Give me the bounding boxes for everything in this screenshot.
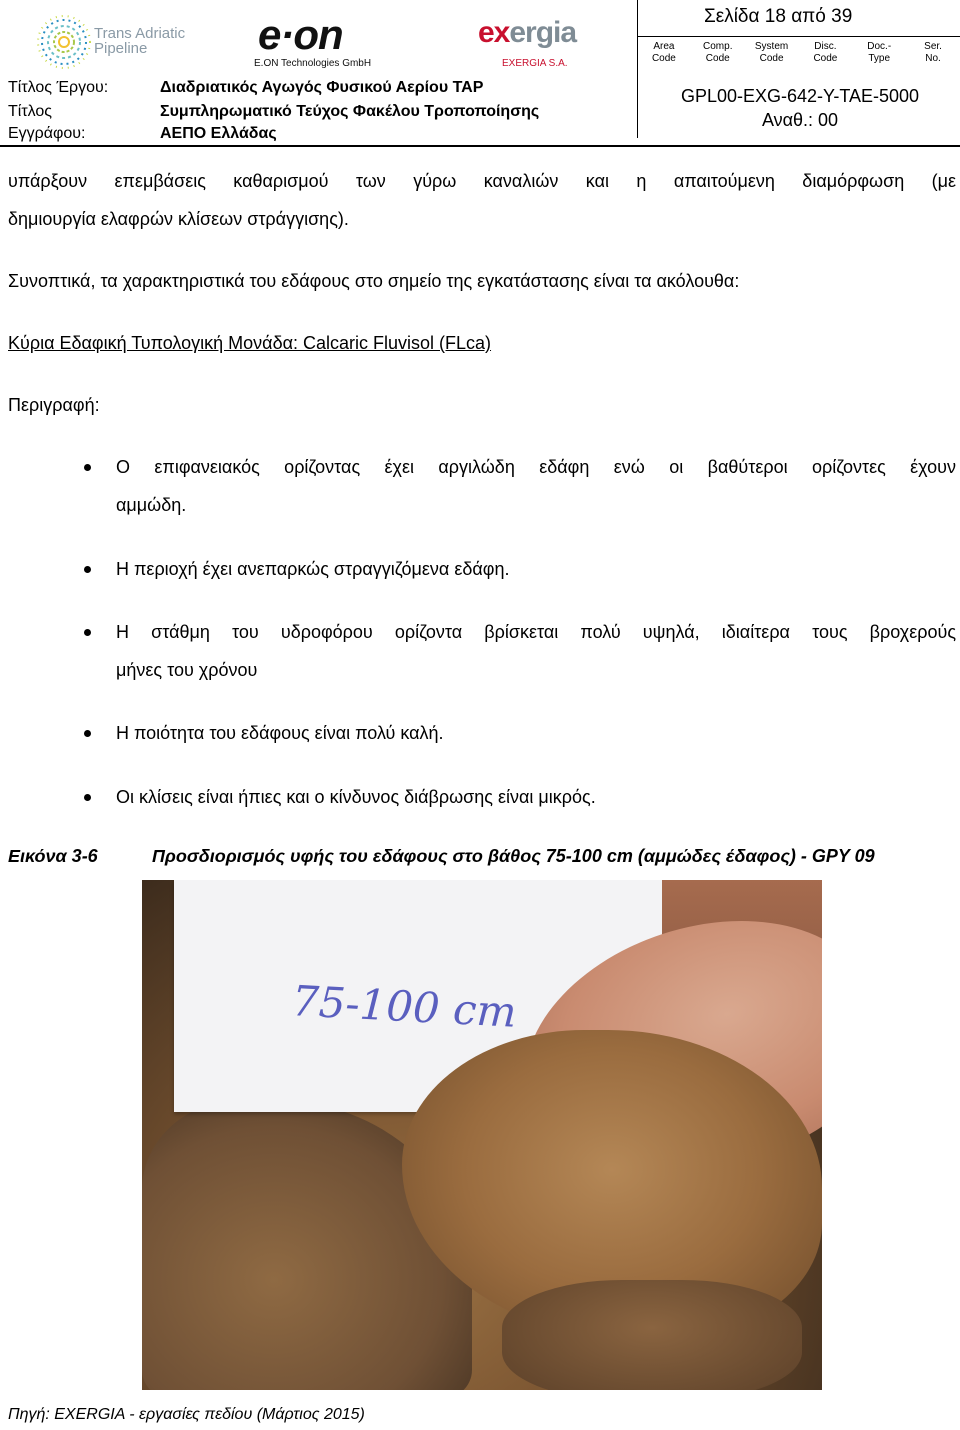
doc-title-label-2: Εγγράφου: <box>8 125 86 142</box>
description-label: Περιγραφή: <box>8 395 100 415</box>
figure-number: Εικόνα 3-6 <box>8 846 98 866</box>
code-cell-doctype <box>852 37 906 71</box>
soil-unit-text: Κύρια Εδαφική Τυπολογική Μονάδα: Calcaric Fluvisol (FLca) <box>8 333 492 353</box>
eon-company: E.ON Technologies GmbH <box>254 58 372 69</box>
soil-lower <box>502 1280 802 1390</box>
code-cell-serno <box>906 37 960 71</box>
doc-title-label: Τίτλος <box>8 103 53 120</box>
bullet-icon <box>84 566 91 573</box>
code-label: Disc. Code <box>813 41 838 64</box>
code-label: Comp. Code <box>703 41 733 64</box>
eon-wordmark: e·on <box>258 11 343 58</box>
code-label: Area Code <box>651 41 676 64</box>
paragraph-line: δημιουργία ελαφρών κλίσεων στράγγισης). <box>8 209 349 229</box>
summary-paragraph: Συνοπτικά, τα χαρακτηριστικά του εδάφους στο σημείο της εγκατάστασης είναι τα ακόλουθα: <box>8 271 740 291</box>
code-cell-comp <box>691 37 745 71</box>
document-code: GPL00-EXG-642-Y-TAE-5000 <box>680 86 920 106</box>
tap-name: Trans Adriatic Pipeline <box>94 25 186 57</box>
bullet-text: Ο επιφανειακός ορίζοντας έχει αργιλώδη εδάφη ενώ οι βαθύτεροι ορίζοντες έχουν <box>116 457 956 477</box>
bullet-text: Η ποιότητα του εδάφους είναι πολύ καλή. <box>116 723 444 743</box>
exergia-rest: ergia <box>509 16 577 49</box>
exergia-company: EXERGIA S.A. <box>502 58 568 69</box>
code-cell-disc <box>798 37 852 71</box>
soil-sample-photo <box>142 880 822 1390</box>
eon-logo <box>254 11 394 72</box>
doc-title: Συμπληρωματικό Τεύχος Φακέλου Τροποποίησης <box>160 103 540 120</box>
soil-unit <box>8 332 491 354</box>
bullet-icon <box>84 794 91 801</box>
bullet-text: Η περιοχή έχει ανεπαρκώς στραγγιζόμενα εδάφη. <box>116 559 510 579</box>
exergia-wordmark <box>478 18 576 48</box>
code-label: Ser. No. <box>924 41 942 64</box>
bullet-text: Η στάθμη του υδροφόρου ορίζοντα βρίσκεται πολύ υψηλά, ιδιαίτερα τους βροχερούς <box>116 622 956 642</box>
code-grid <box>637 36 960 71</box>
code-cell-system <box>745 37 799 71</box>
code-label: Doc.- Type <box>867 41 892 64</box>
bullet-text: Οι κλίσεις είναι ήπιες και ο κίνδυνος διάβρωσης είναι μικρός. <box>116 787 596 807</box>
bullet-text-cont: μήνες του χρόνου <box>116 660 258 680</box>
tap-logo <box>36 14 196 70</box>
exergia-prefix: ex <box>478 16 510 49</box>
header-rule <box>0 145 960 147</box>
bullet-icon <box>84 730 91 737</box>
bullet-icon <box>84 629 91 636</box>
page-number: Σελίδα 18 από 39 <box>704 6 853 27</box>
project-label: Τίτλος Έργου: <box>8 79 109 96</box>
tap-sunburst-icon <box>36 14 92 70</box>
revision: Αναθ.: 00 <box>761 110 839 130</box>
exergia-logo <box>478 14 618 72</box>
code-label: System Code <box>754 41 789 64</box>
figure-source: Πηγή: EXERGIA - εργασίες πεδίου (Μάρτιος 2015) <box>8 1406 365 1423</box>
document-header <box>0 0 960 148</box>
depth-card-label: 75-100 cm <box>290 976 518 1037</box>
bullet-icon <box>84 464 91 471</box>
doc-title-2: ΑΕΠΟ Ελλάδας <box>160 125 277 142</box>
bullet-text-cont: αμμώδη. <box>116 495 187 515</box>
project-title: Διαδριατικός Αγωγός Φυσικού Αερίου TAP <box>160 79 484 96</box>
code-cell-area <box>637 37 691 71</box>
paragraph-line: υπάρξουν επεμβάσεις καθαρισμού των γύρω καναλιών και η απαιτούμενη διαμόρφωση (με <box>8 171 956 191</box>
figure-title: Προσδιορισμός υφής του εδάφους στο βάθος 75-100 cm (αμμώδες έδαφος) - GPY 09 <box>152 846 875 866</box>
